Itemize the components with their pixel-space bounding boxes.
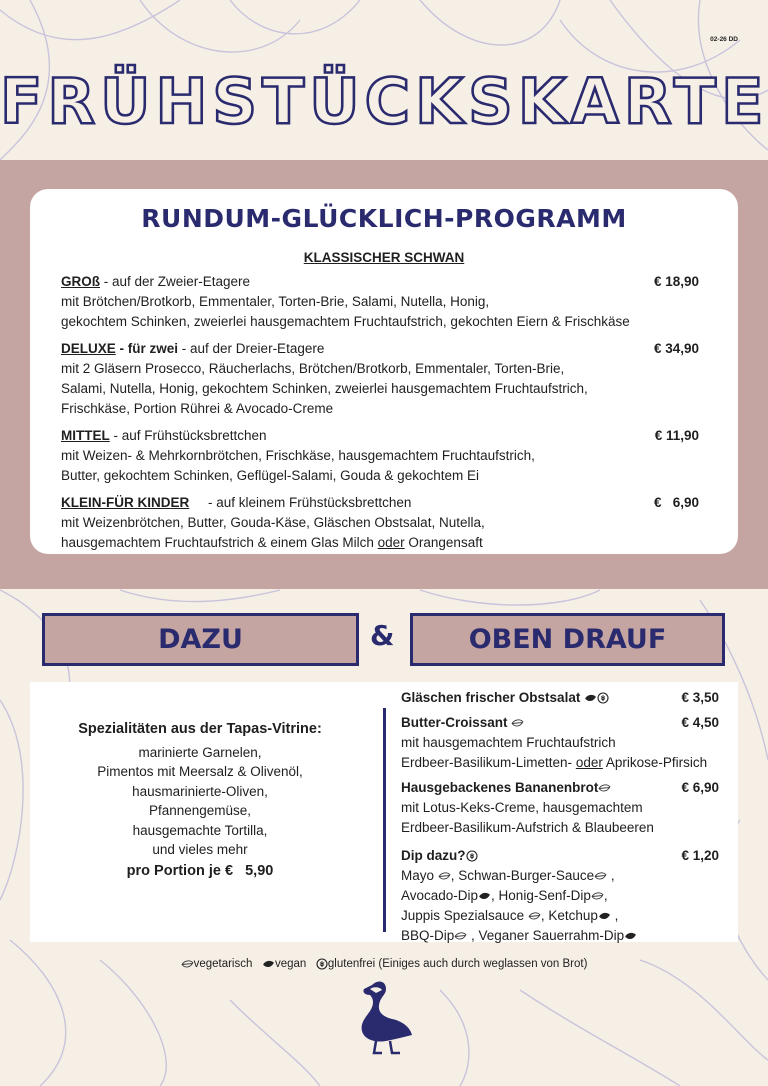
page-title: FRÜHSTÜCKSKARTE — [0, 65, 768, 138]
extra-name: Butter-Croissant — [401, 715, 508, 730]
item-tagline: - auf kleinem Frühstücksbrettchen — [189, 495, 412, 510]
menu-item-deluxe — [61, 339, 711, 419]
dip-line: Avocado-Dip , Honig-Senf-Dip , — [401, 888, 608, 903]
extra-name: Dip dazu? — [401, 848, 466, 863]
extra-desc-part: Erdbeer-Basilikum-Limetten- — [401, 755, 576, 770]
item-desc: mit 2 Gläsern Prosecco, Räucherlachs, Brötchen/Brotkorb, Emmentaler, Torten-Brie, — [61, 361, 565, 376]
extra-price: € 6,90 — [681, 780, 719, 795]
legend-vegan: vegan — [274, 958, 307, 971]
legend — [0, 958, 768, 970]
dip-sauerrahm: , Veganer Sauerrahm-Dip — [467, 928, 625, 943]
glutenfree-icon — [466, 850, 478, 862]
item-desc: mit Weizen- & Mehrkornbrötchen, Frischkäse, hausgemachtem Fruchtaufstrich, — [61, 448, 535, 463]
vegetarian-leaf-icon — [591, 892, 604, 901]
tapas-price: pro Portion je € 5,90 — [126, 862, 274, 879]
extra-desc: mit Lotus-Keks-Creme, hausgemachtem — [401, 800, 643, 815]
vegan-leaf-icon — [598, 912, 611, 921]
menu-item-klein — [61, 493, 711, 553]
extra-croissant — [401, 713, 731, 773]
extra-desc: Erdbeer-Basilikum-Aufstrich & Blaubeeren — [401, 820, 654, 835]
tapas-line: hausgemachte Tortilla, — [132, 822, 268, 838]
item-name: GROß — [61, 274, 100, 289]
dip-line: Mayo , Schwan-Burger-Sauce , — [401, 868, 615, 883]
item-name: DELUXE — [61, 341, 116, 356]
item-desc: Salami, Nutella, Honig, gekochtem Schinken, zweierlei hausgemachtem Fruchtaufstrich, — [61, 381, 588, 396]
tapas-line: marinierte Garnelen, — [138, 744, 262, 760]
item-price: € 34,90 — [653, 341, 699, 356]
menu-item-mittel — [61, 426, 711, 486]
item-desc: mit Weizenbrötchen, Butter, Gouda-Käse, Gläschen Obstsalat, Nutella, — [61, 515, 485, 530]
swan-logo-icon — [352, 977, 416, 1057]
extra-price: € 1,20 — [681, 848, 719, 863]
legend-vegetarian: vegetarisch — [193, 958, 253, 971]
program-title: RUNDUM-GLÜCKLICH-PROGRAMM — [141, 204, 627, 233]
dip-line — [401, 926, 731, 946]
tapas-line: und vieles mehr — [152, 842, 248, 857]
item-tagline: - auf Frühstücksbrettchen — [109, 428, 267, 443]
dip-line: Juppis Spezialsauce , Ketchup , — [401, 908, 619, 923]
item-tagline: - auf der Zweier-Etagere — [100, 274, 251, 289]
program-subtitle: KLASSISCHER SCHWAN — [303, 250, 465, 265]
item-tagline: - auf der Dreier-Etagere — [178, 341, 325, 356]
dip-bbq: BBQ-Dip — [401, 928, 455, 943]
vegetarian-leaf-icon — [454, 932, 467, 941]
vegan-leaf-icon — [478, 892, 491, 901]
glutenfree-icon — [597, 692, 609, 704]
item-price: € 18,90 — [653, 274, 699, 289]
extra-obstsalat — [401, 688, 731, 708]
dip-spezialsauce: Juppis Spezialsauce — [401, 908, 525, 923]
glutenfree-icon — [316, 958, 328, 970]
item-desc-part: hausgemachtem Fruchtaufstrich & einem Glas Milch — [61, 535, 378, 550]
extra-name: Gläschen frischer Obstsalat — [401, 690, 581, 705]
tapas-line: hausmarinierte-Oliven, — [132, 783, 268, 799]
section-dazu: DAZU — [42, 613, 359, 666]
vegan-leaf-icon — [624, 932, 637, 941]
dip-ketchup: , Ketchup — [540, 908, 598, 923]
vegan-leaf-icon — [584, 694, 597, 703]
dip-burger-sauce: , Schwan-Burger-Sauce — [450, 868, 595, 883]
item-desc-part: Orangensaft — [404, 535, 483, 550]
vegetarian-leaf-icon — [181, 960, 194, 969]
legend-glutenfree: glutenfrei (Einiges auch durch weglassen von Brot) — [327, 958, 588, 971]
extra-desc — [401, 753, 731, 773]
vegetarian-leaf-icon — [528, 912, 541, 921]
vegetarian-leaf-icon — [438, 872, 451, 881]
dip-mayo: Mayo — [401, 868, 435, 883]
extra-price: € 4,50 — [681, 715, 719, 730]
item-price: € 6,90 — [653, 495, 699, 510]
extra-bananenbrot — [401, 778, 731, 838]
divider-line — [383, 708, 386, 932]
dip-avocado: Avocado-Dip — [401, 888, 479, 903]
item-desc — [61, 533, 711, 553]
tapas-line: Pfannengemüse, — [148, 803, 252, 818]
tapas-heading: Spezialitäten aus der Tapas-Vitrine: — [78, 721, 322, 737]
extra-desc-part: oder — [575, 755, 603, 770]
item-desc: Butter, gekochtem Schinken, Geflügel-Salami, Gouda & gekochtem Ei — [61, 468, 479, 483]
extra-desc: mit hausgemachtem Fruchtaufstrich — [401, 735, 616, 750]
item-desc-part: oder — [377, 535, 405, 550]
item-name: MITTEL — [61, 428, 110, 443]
item-desc: gekochtem Schinken, zweierlei hausgemachtem Fruchtaufstrich, gekochten Eiern & Frischkäse — [61, 314, 630, 329]
extra-price: € 3,50 — [681, 690, 719, 705]
section-oben-drauf: OBEN DRAUF — [410, 613, 725, 666]
dip-honig-senf: , Honig-Senf-Dip — [491, 888, 591, 903]
item-extra: - für zwei — [115, 341, 179, 356]
vegetarian-leaf-icon — [594, 872, 607, 881]
extra-dip — [401, 846, 731, 946]
extra-name: Hausgebackenes Bananenbrot — [401, 780, 599, 795]
item-price: € 11,90 — [654, 428, 699, 443]
tapas-block — [40, 720, 360, 881]
tapas-line: Pimentos mit Meersalz & Olivenöl, — [97, 764, 303, 779]
vegetarian-leaf-icon — [511, 719, 524, 728]
menu-item-gross — [61, 272, 711, 332]
extra-desc-part: Aprikose-Pfirsich — [602, 755, 708, 770]
vegan-leaf-icon — [262, 960, 275, 969]
version-code: 02-26 DD — [710, 36, 738, 43]
item-desc: Frischkäse, Portion Rührei & Avocado-Creme — [61, 401, 334, 416]
vegetarian-leaf-icon — [598, 784, 611, 793]
item-desc: mit Brötchen/Brotkorb, Emmentaler, Torten-Brie, Salami, Nutella, Honig, — [61, 294, 490, 309]
item-name: KLEIN-FÜR KINDER — [61, 495, 190, 510]
ampersand: & — [370, 619, 395, 652]
